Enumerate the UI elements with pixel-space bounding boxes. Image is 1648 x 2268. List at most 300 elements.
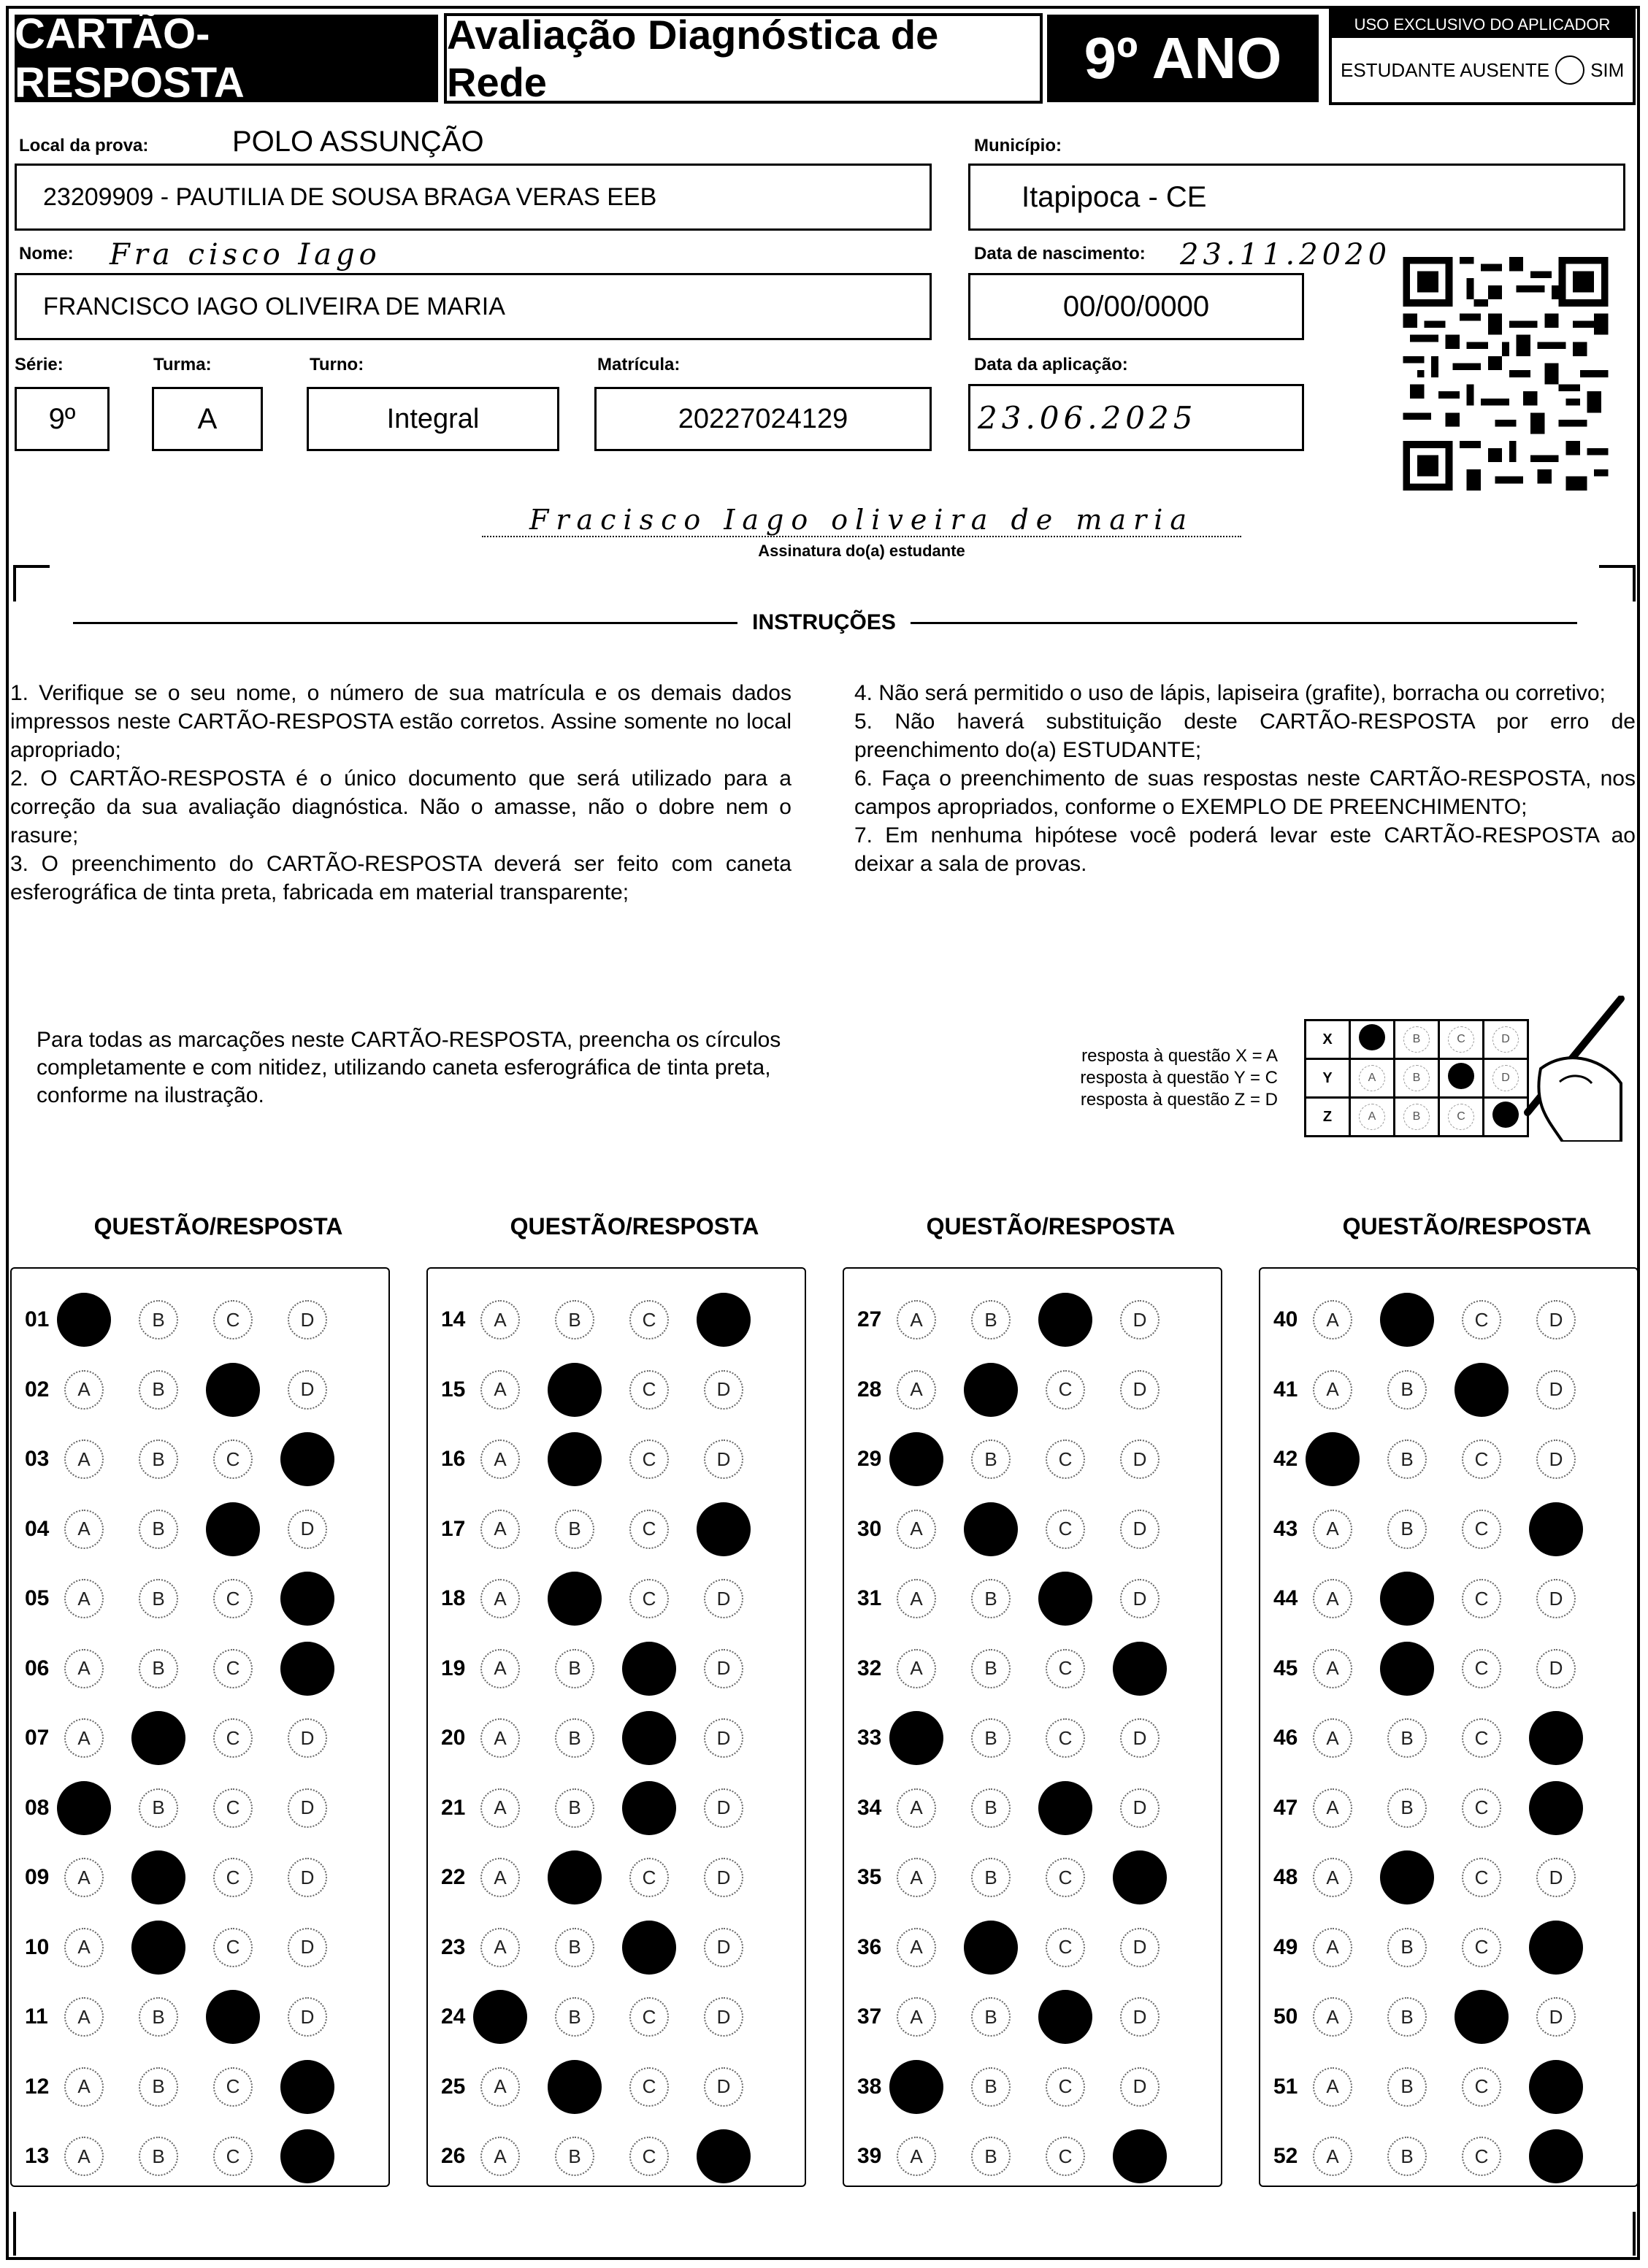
answer-bubble-a[interactable]: A [64, 2067, 104, 2107]
pen-hand-icon [1490, 996, 1636, 1142]
turno-label: Turno: [310, 355, 364, 374]
answer-bubble-b[interactable]: B [139, 1439, 178, 1479]
question-number: 05 [25, 1586, 50, 1610]
answer-bubble-a[interactable] [1306, 1432, 1360, 1486]
answer-bubble-c[interactable]: C [213, 2137, 253, 2176]
answer-bubble-a[interactable]: A [1313, 1510, 1352, 1549]
answer-bubble-d[interactable] [1529, 1781, 1583, 1835]
answer-bubble-a[interactable]: A [64, 1510, 104, 1549]
question-number: 29 [857, 1447, 882, 1471]
question-row [10, 1500, 362, 1558]
answer-bubble-d[interactable]: D [288, 1858, 327, 1897]
answer-bubble-a[interactable]: A [64, 1579, 104, 1618]
answer-bubble-a[interactable]: A [64, 1928, 104, 1967]
nasc-field [968, 273, 1304, 340]
aplicacao-field [968, 384, 1304, 451]
answer-bubble-c[interactable] [622, 1781, 676, 1835]
answer-bubble-b[interactable]: B [139, 2067, 178, 2107]
question-row [426, 1430, 778, 1488]
answer-bubble-b[interactable]: B [555, 1788, 594, 1828]
answer-bubble-a[interactable]: A [1313, 1370, 1352, 1410]
question-number: 27 [857, 1307, 882, 1331]
answer-bubble-a[interactable]: A [1313, 2137, 1352, 2176]
answer-bubble-d[interactable]: D [1536, 1858, 1576, 1897]
answer-bubble-b[interactable]: B [555, 1718, 594, 1758]
answer-bubble-c[interactable]: C [1462, 1928, 1501, 1967]
question-number: 43 [1273, 1516, 1298, 1541]
answer-bubble-c[interactable]: C [1046, 1928, 1085, 1967]
answer-bubble-a[interactable]: A [64, 1718, 104, 1758]
answer-bubble-b[interactable]: B [139, 1788, 178, 1828]
answer-bubble-b[interactable]: B [1387, 2137, 1427, 2176]
example-bubble: C [1448, 1104, 1474, 1130]
answer-bubble-b[interactable]: B [971, 1997, 1011, 2037]
answer-bubble-c[interactable]: C [1046, 1649, 1085, 1688]
question-row [10, 1779, 362, 1837]
question-row [10, 2127, 334, 2186]
answer-bubble-b[interactable]: B [555, 1997, 594, 2037]
answer-bubble-a[interactable]: A [480, 1439, 520, 1479]
answer-bubble-c[interactable]: C [629, 1370, 669, 1410]
local-label: Local da prova: [19, 136, 149, 155]
answer-bubble-c[interactable]: C [213, 1439, 253, 1479]
answer-bubble-b[interactable]: B [971, 1300, 1011, 1339]
answer-bubble-d[interactable]: D [1120, 1510, 1160, 1549]
question-row [10, 1430, 334, 1488]
legend-y: resposta à questão Y = C [1080, 1068, 1278, 1088]
nome-field [15, 273, 932, 340]
answer-bubble-d[interactable] [1113, 1850, 1167, 1904]
answer-bubble-d[interactable]: D [1120, 2067, 1160, 2107]
question-row [426, 1848, 778, 1907]
question-number: 08 [25, 1795, 50, 1820]
answer-bubble-c[interactable]: C [213, 1579, 253, 1618]
answer-bubble-b[interactable] [1380, 1293, 1434, 1347]
answer-bubble-d[interactable] [1529, 2129, 1583, 2183]
answer-bubble-d[interactable]: D [704, 1858, 743, 1897]
answer-bubble-a[interactable]: A [480, 1928, 520, 1967]
question-number: 01 [25, 1307, 50, 1331]
question-number: 46 [1273, 1726, 1298, 1750]
answer-bubble-a[interactable]: A [1313, 2067, 1352, 2107]
example-cell [1395, 1059, 1439, 1098]
answer-bubble-c[interactable] [1038, 1990, 1092, 2044]
answer-bubble-b[interactable] [131, 1850, 185, 1904]
answer-bubble-d[interactable] [1529, 2060, 1583, 2114]
answer-bubble-d[interactable]: D [1536, 1439, 1576, 1479]
answer-bubble-a[interactable]: A [64, 1858, 104, 1897]
instruction-6: 6. Faça o preenchimento de suas respostas neste CARTÃO-RESPOSTA, nos campos apropriados, conforme o EXEMPLO DE PREENCHIMENTO; [854, 766, 1636, 819]
answer-bubble-a[interactable]: A [1313, 1718, 1352, 1758]
question-row [843, 1988, 1195, 2046]
answer-bubble-d[interactable] [1113, 1642, 1167, 1696]
answer-bubble-d[interactable]: D [288, 1300, 327, 1339]
question-number: 18 [441, 1586, 466, 1610]
answer-bubble-b[interactable]: B [971, 1649, 1011, 1688]
answer-bubble-c[interactable]: C [1462, 1788, 1501, 1828]
answer-bubble-d[interactable] [697, 1502, 751, 1556]
answer-bubble-c[interactable] [1455, 1990, 1509, 2044]
instructions-right [854, 679, 1636, 878]
column-header: QUESTÃO/RESPOSTA [93, 1213, 343, 1239]
answer-bubble-d[interactable]: D [704, 2067, 743, 2107]
corner-mark-bottom-left [13, 2212, 50, 2256]
answer-bubble-c[interactable]: C [1462, 1718, 1501, 1758]
answer-bubble-a[interactable]: A [480, 1649, 520, 1688]
question-number: 51 [1273, 2074, 1298, 2099]
question-row [843, 1779, 1195, 1837]
answer-bubble-b[interactable] [964, 1502, 1018, 1556]
answer-bubble-c[interactable] [622, 1711, 676, 1765]
nasc-handwritten: 23.11.2020 [1180, 238, 1392, 272]
answer-bubble-b[interactable] [1380, 1850, 1434, 1904]
answer-bubble-a[interactable]: A [64, 2137, 104, 2176]
answer-bubble-b[interactable] [131, 1921, 185, 1975]
answer-bubble-d[interactable]: D [1120, 1928, 1160, 1967]
answer-bubble-c[interactable]: C [1462, 2137, 1501, 2176]
answer-bubble-d[interactable]: D [1120, 1997, 1160, 2037]
answer-bubble-a[interactable]: A [1313, 1858, 1352, 1897]
question-row [10, 1640, 334, 1698]
question-number: 28 [857, 1377, 882, 1402]
answer-bubble-d[interactable]: D [1120, 1718, 1160, 1758]
answer-bubble-a[interactable]: A [897, 1997, 936, 2037]
question-row [843, 1361, 1195, 1419]
answer-bubble-c[interactable] [206, 1990, 260, 2044]
answer-bubble-b[interactable]: B [1387, 1510, 1427, 1549]
answer-bubble-b[interactable]: B [971, 2137, 1011, 2176]
answer-bubble-a[interactable]: A [1313, 1788, 1352, 1828]
serie-field [15, 387, 110, 451]
matricula-field [594, 387, 932, 451]
answer-bubble-b[interactable]: B [971, 1579, 1011, 1618]
answer-bubble-a[interactable]: A [480, 1718, 520, 1758]
qr-code-icon [1402, 257, 1609, 491]
answer-bubble-d[interactable]: D [288, 1928, 327, 1967]
answer-bubble-c[interactable]: C [629, 1579, 669, 1618]
answer-bubble-d[interactable] [697, 2129, 751, 2183]
answer-bubble-a[interactable]: A [897, 1579, 936, 1618]
answer-bubble-d[interactable]: D [288, 1370, 327, 1410]
question-number: 50 [1273, 2004, 1298, 2029]
answer-bubble-d[interactable]: D [704, 1788, 743, 1828]
answer-bubble-a[interactable]: A [480, 1510, 520, 1549]
answer-bubble-b[interactable]: B [139, 2137, 178, 2176]
answer-bubble-d[interactable]: D [704, 1579, 743, 1618]
example-bubble: C [1448, 1026, 1474, 1053]
answer-bubble-c[interactable] [622, 1921, 676, 1975]
answer-bubble-c[interactable]: C [1046, 1439, 1085, 1479]
answer-bubble-a[interactable]: A [480, 1579, 520, 1618]
example-row-label: Y [1306, 1059, 1350, 1098]
answer-bubble-a[interactable] [889, 1711, 943, 1765]
answer-bubble-a[interactable] [57, 1781, 111, 1835]
nasc-label: Data de nascimento: [974, 244, 1146, 264]
question-row [10, 1918, 362, 1977]
answer-bubble-d[interactable]: D [1536, 1997, 1576, 2037]
answer-bubble-c[interactable]: C [1462, 1300, 1501, 1339]
answer-bubble-c[interactable]: C [213, 1788, 253, 1828]
answer-bubble-d[interactable] [1113, 2129, 1167, 2183]
instructions-left [10, 679, 792, 907]
question-row [10, 1848, 362, 1907]
question-row [426, 1640, 778, 1698]
answer-bubble-b[interactable] [548, 1850, 602, 1904]
question-row [10, 1988, 362, 2046]
answer-bubble-d[interactable] [1529, 1502, 1583, 1556]
answer-bubble-d[interactable]: D [288, 1788, 327, 1828]
answer-bubble-b[interactable]: B [1387, 1928, 1427, 1967]
answer-bubble-c[interactable]: C [629, 2137, 669, 2176]
answer-bubble-b[interactable]: B [1387, 1997, 1427, 2037]
answer-bubble-d[interactable] [280, 1642, 334, 1696]
answer-bubble-b[interactable]: B [555, 2137, 594, 2176]
answer-bubble-b[interactable]: B [971, 1788, 1011, 1828]
example-row-label: Z [1306, 1098, 1350, 1137]
answer-bubble-b[interactable]: B [971, 1718, 1011, 1758]
answer-bubble-b[interactable] [964, 1921, 1018, 1975]
absent-label: ESTUDANTE AUSENTE [1341, 58, 1550, 81]
answer-bubble-c[interactable]: C [1046, 2137, 1085, 2176]
answer-bubble-a[interactable]: A [64, 1649, 104, 1688]
serie-value: 9º [48, 402, 76, 435]
answer-bubble-c[interactable]: C [1046, 1718, 1085, 1758]
answer-bubble-b[interactable]: B [1387, 1439, 1427, 1479]
answer-bubble-c[interactable]: C [1046, 1858, 1085, 1897]
question-row [843, 1291, 1195, 1349]
answer-bubble-d[interactable]: D [1120, 1788, 1160, 1828]
answer-bubble-d[interactable] [697, 1293, 751, 1347]
municipio-value: Itapipoca - CE [1022, 180, 1207, 213]
answer-bubble-a[interactable] [473, 1990, 527, 2044]
answer-bubble-c[interactable]: C [629, 2067, 669, 2107]
answer-bubble-b[interactable]: B [139, 1997, 178, 2037]
example-bubble: D [1492, 1026, 1519, 1053]
answer-bubble-d[interactable]: D [288, 1718, 327, 1758]
answer-bubble-a[interactable]: A [480, 1788, 520, 1828]
answer-bubble-c[interactable]: C [629, 1510, 669, 1549]
example-bubble: A [1359, 1065, 1385, 1091]
answer-bubble-d[interactable]: D [1120, 1579, 1160, 1618]
answer-bubble-c[interactable]: C [213, 2067, 253, 2107]
answer-bubble-d[interactable] [280, 2060, 334, 2114]
answer-bubble-c[interactable]: C [1462, 1858, 1501, 1897]
question-number: 21 [441, 1795, 466, 1820]
answer-bubble-b[interactable] [548, 1572, 602, 1626]
question-number: 06 [25, 1656, 50, 1680]
exam-name: Avaliação Diagnóstica de Rede [444, 13, 1043, 104]
answer-bubble-b[interactable]: B [1387, 2067, 1427, 2107]
answer-bubble-d[interactable]: D [288, 1997, 327, 2037]
answer-bubble-c[interactable]: C [213, 1300, 253, 1339]
question-row [1259, 1709, 1583, 1767]
answer-bubble-c[interactable]: C [213, 1858, 253, 1897]
answer-bubble-b[interactable]: B [971, 1858, 1011, 1897]
answer-bubble-b[interactable] [964, 1363, 1018, 1417]
answer-bubble-b[interactable]: B [555, 1928, 594, 1967]
corner-mark-top-left [13, 565, 50, 601]
answer-bubble-a[interactable]: A [64, 1997, 104, 2037]
answer-bubble-a[interactable]: A [1313, 1649, 1352, 1688]
answer-bubble-b[interactable]: B [139, 1510, 178, 1549]
instruction-3: 3. O preenchimento do CARTÃO-RESPOSTA deverá ser feito com caneta esferográfica de tinta preta, fabricada em material transparente; [10, 852, 792, 904]
answer-bubble-a[interactable]: A [64, 1439, 104, 1479]
answer-bubble-d[interactable] [280, 1572, 334, 1626]
answer-bubble-a[interactable]: A [480, 2067, 520, 2107]
question-row [1259, 1779, 1583, 1837]
answer-bubble-a[interactable]: A [1313, 1997, 1352, 2037]
answer-bubble-c[interactable]: C [213, 1718, 253, 1758]
answer-bubble-c[interactable]: C [1046, 2067, 1085, 2107]
answer-bubble-b[interactable] [1380, 1572, 1434, 1626]
answer-bubble-d[interactable]: D [1536, 1370, 1576, 1410]
absent-bubble[interactable] [1555, 55, 1584, 85]
answer-bubble-d[interactable] [280, 1432, 334, 1486]
question-number: 47 [1273, 1795, 1298, 1820]
answer-bubble-c[interactable]: C [1462, 1649, 1501, 1688]
answer-bubble-d[interactable]: D [704, 1928, 743, 1967]
answer-bubble-c[interactable]: C [629, 1858, 669, 1897]
answer-bubble-b[interactable]: B [555, 1649, 594, 1688]
answer-bubble-c[interactable]: C [1046, 1510, 1085, 1549]
question-row [1259, 1988, 1611, 2046]
answer-bubble-a[interactable]: A [897, 1370, 936, 1410]
answer-bubble-a[interactable]: A [897, 1788, 936, 1828]
answer-bubble-c[interactable] [1038, 1781, 1092, 1835]
example-cell [1350, 1020, 1395, 1059]
answer-bubble-c[interactable]: C [213, 1649, 253, 1688]
answer-bubble-d[interactable]: D [1536, 1579, 1576, 1618]
answer-bubble-b[interactable]: B [139, 1370, 178, 1410]
answer-bubble-b[interactable] [548, 1363, 602, 1417]
answer-bubble-c[interactable]: C [1462, 1439, 1501, 1479]
answer-bubble-a[interactable]: A [897, 1300, 936, 1339]
municipio-label: Município: [974, 136, 1062, 155]
question-number: 52 [1273, 2144, 1298, 2168]
answer-bubble-c[interactable]: C [629, 1439, 669, 1479]
answer-bubble-d[interactable]: D [1120, 1370, 1160, 1410]
answer-bubble-a[interactable]: A [480, 1300, 520, 1339]
question-row [10, 1361, 362, 1419]
answer-bubble-d[interactable]: D [704, 1718, 743, 1758]
answer-bubble-b[interactable]: B [1387, 1718, 1427, 1758]
example-legend [1008, 1045, 1278, 1111]
question-number: 31 [857, 1586, 882, 1610]
turma-label: Turma: [153, 355, 212, 374]
answer-bubble-d[interactable]: D [1536, 1300, 1576, 1339]
answer-bubble-b[interactable]: B [1387, 1788, 1427, 1828]
answer-bubble-a[interactable]: A [897, 1510, 936, 1549]
matricula-value: 20227024129 [678, 403, 848, 434]
answer-bubble-a[interactable]: A [897, 2137, 936, 2176]
answer-bubble-d[interactable]: D [1120, 1300, 1160, 1339]
answer-bubble-c[interactable] [206, 1363, 260, 1417]
column-header: QUESTÃO/RESPOSTA [926, 1213, 1176, 1239]
answer-bubble-c[interactable]: C [213, 1928, 253, 1967]
answer-bubble-a[interactable]: A [1313, 1928, 1352, 1967]
answer-bubble-d[interactable]: D [288, 1510, 327, 1549]
answer-bubble-c[interactable]: C [1462, 1579, 1501, 1618]
answer-bubble-b[interactable]: B [139, 1579, 178, 1618]
answer-bubble-b[interactable] [548, 1432, 602, 1486]
answer-bubble-b[interactable]: B [1387, 1370, 1427, 1410]
answer-bubble-a[interactable]: A [480, 1858, 520, 1897]
answer-bubble-b[interactable]: B [139, 1649, 178, 1688]
question-number: 42 [1273, 1447, 1298, 1471]
answer-bubble-a[interactable] [57, 1293, 111, 1347]
answer-bubble-d[interactable] [280, 2129, 334, 2183]
answer-bubble-b[interactable]: B [971, 2067, 1011, 2107]
answer-bubble-a[interactable]: A [1313, 1579, 1352, 1618]
question-row [843, 1848, 1167, 1907]
answer-bubble-b[interactable]: B [555, 1510, 594, 1549]
question-row [426, 1569, 778, 1628]
question-row [426, 1988, 778, 2046]
answer-bubble-b[interactable]: B [971, 1439, 1011, 1479]
answer-bubble-a[interactable]: A [897, 1928, 936, 1967]
answer-bubble-a[interactable]: A [64, 1370, 104, 1410]
answer-bubble-d[interactable] [1529, 1711, 1583, 1765]
answer-bubble-d[interactable]: D [704, 1439, 743, 1479]
answer-bubble-a[interactable]: A [897, 1858, 936, 1897]
answer-bubble-d[interactable]: D [1536, 1649, 1576, 1688]
example-cell [1439, 1020, 1484, 1059]
answer-bubble-a[interactable]: A [480, 1370, 520, 1410]
answer-bubble-d[interactable]: D [1120, 1439, 1160, 1479]
question-row [426, 1291, 751, 1349]
answer-bubble-c[interactable]: C [1462, 1510, 1501, 1549]
answer-bubble-b[interactable]: B [139, 1300, 178, 1339]
answer-bubble-b[interactable] [1380, 1642, 1434, 1696]
answer-bubble-d[interactable]: D [704, 1649, 743, 1688]
answer-bubble-c[interactable] [1455, 1363, 1509, 1417]
example-cell [1395, 1020, 1439, 1059]
column-header: QUESTÃO/RESPOSTA [1342, 1213, 1592, 1239]
answer-bubble-c[interactable] [206, 1502, 260, 1556]
answer-bubble-b[interactable] [548, 2060, 602, 2114]
answer-bubble-a[interactable] [889, 1432, 943, 1486]
answer-bubble-a[interactable]: A [1313, 1300, 1352, 1339]
answer-bubble-b[interactable]: B [555, 1300, 594, 1339]
answer-bubble-d[interactable]: D [704, 1370, 743, 1410]
answer-bubble-d[interactable] [1529, 1921, 1583, 1975]
question-number: 32 [857, 1656, 882, 1680]
example-bubble: B [1403, 1065, 1430, 1091]
applicator-title: USO EXCLUSIVO DO APLICADOR [1332, 12, 1633, 38]
answer-bubble-a[interactable]: A [480, 2137, 520, 2176]
sheet-title: CARTÃO-RESPOSTA [15, 15, 438, 102]
answer-bubble-c[interactable] [622, 1642, 676, 1696]
answer-bubble-c[interactable] [1038, 1293, 1092, 1347]
school-field [15, 164, 932, 231]
answer-bubble-b[interactable] [131, 1711, 185, 1765]
answer-bubble-c[interactable] [1038, 1572, 1092, 1626]
answer-bubble-a[interactable]: A [897, 1649, 936, 1688]
answer-bubble-c[interactable]: C [1046, 1370, 1085, 1410]
answer-bubble-c[interactable]: C [629, 1997, 669, 2037]
question-number: 25 [441, 2074, 466, 2099]
question-number: 36 [857, 1934, 882, 1959]
question-row [1259, 1291, 1611, 1349]
answer-bubble-d[interactable]: D [704, 1997, 743, 2037]
turma-value: A [197, 402, 218, 435]
answer-bubble-c[interactable]: C [629, 1300, 669, 1339]
question-row [843, 1500, 1195, 1558]
answer-bubble-a[interactable] [889, 2060, 943, 2114]
question-row [1259, 2127, 1583, 2186]
answer-bubble-c[interactable]: C [1462, 2067, 1501, 2107]
question-number: 35 [857, 1865, 882, 1889]
